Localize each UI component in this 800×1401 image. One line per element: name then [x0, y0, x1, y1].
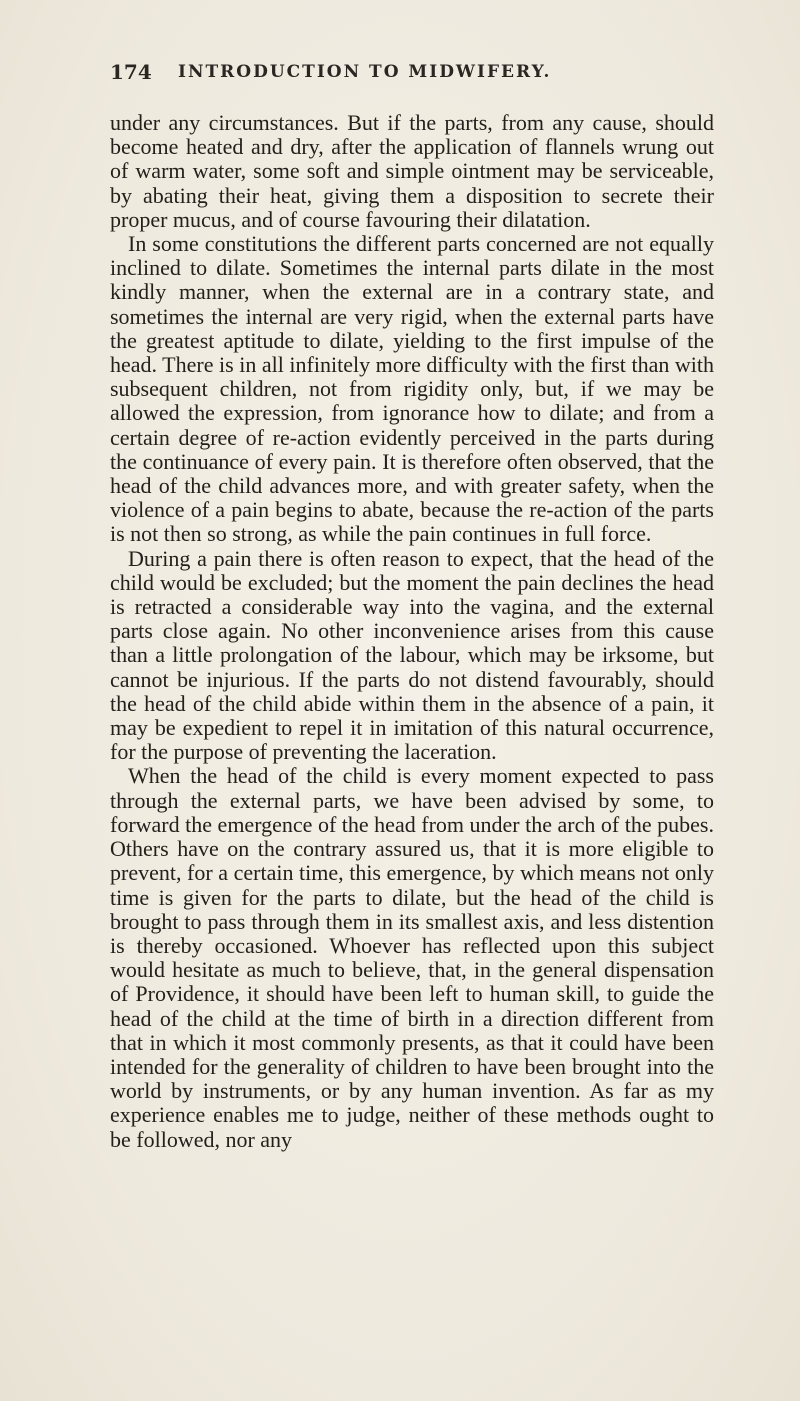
- running-head: INTRODUCTION TO MIDWIFERY.: [178, 62, 552, 82]
- paragraph-3: During a pain there is often reason to expect, that the head of the child would be excluded; but the moment the pain declines the head is retracted a considerable way into the vagina, and the external parts close again. No other inconvenience arises from this cause than a little prolongation of the labour, which may be irksome, but cannot be injurious. If the parts do not distend favourably, should the head of the child abide within them in the absence of a pain, it may be expedient to repel it in imitation of this natural occurrence, for the purpose of preventing the laceration.: [110, 545, 714, 765]
- paragraph-1: under any circumstances. But if the parts, from any cause, should become heated and dry, after the application of flannels wrung out of warm water, some soft and simple ointment may be serviceable, by abating their heat, giving them a disposition to secrete their proper mucus, and of course favouring their dilatation.: [110, 110, 714, 232]
- paragraph-4: When the head of the child is every moment expected to pass through the external parts, we have been advised by some, to forward the emergence of the head from under the arch of the pubes. Others have on the contrary assured us, that it is more eligible to prevent, for a certain time, this emergence, by which means not only time is given for the parts to dilate, but the head of the child is brought to pass through them in its smallest axis, and less distention is thereby occasioned. Whoever has reflected upon this subject would hesitate as much to believe, that, in the general dispensation of Providence, it should have been left to human skill, to guide the head of the child at the time of birth in a direction different from that in which it most commonly presents, as that it could have been intended for the generality of children to have been brought into the world by instruments, or by any human invention. As far as my experience enables me to judge, neither of these methods ought to be followed, nor any: [110, 763, 714, 1152]
- page-number: 174: [110, 60, 152, 84]
- paragraph-2: In some constitutions the different parts concerned are not equally inclined to dilate. Sometimes the internal parts dilate in the most kindly manner, when the external are in a contrary state, and sometimes the internal are very rigid, when the external parts have the greatest aptitude to dilate, yielding to the first impulse of the head. There is in all infinitely more difficulty with the first than with subsequent children, not from rigidity only, but, if we may be allowed the expression, from ignorance how to dilate; and from a certain degree of re-action evidently perceived in the parts during the continuance of every pain. It is therefore often observed, that the head of the child advances more, and with greater safety, when the violence of a pain begins to abate, because the re-action of the parts is not then so strong, as while the pain continues in full force.: [110, 231, 714, 547]
- body-text: [110, 111, 714, 1152]
- page-header: [110, 60, 715, 90]
